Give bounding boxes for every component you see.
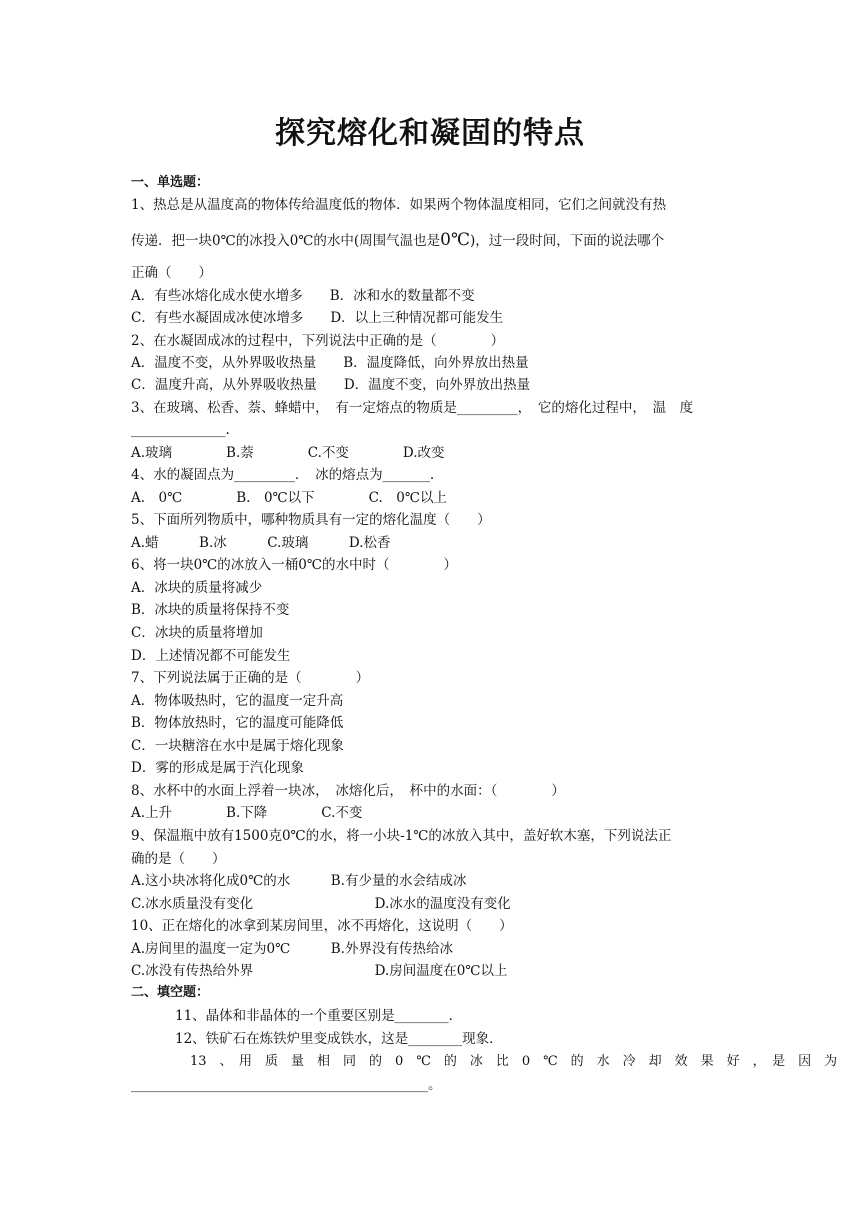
q4-stem: 4、水的凝固点为_________． 冰的熔点为_______. [131, 467, 435, 483]
q3-stem-line1: 3、在玻璃、松香、萘、蜂蜡中， 有一定熔点的物质是_________， 它的熔化过程中， 温 度 [131, 400, 694, 416]
q9-options-ab: A.这小块冰将化成0℃的水 B.有少量的水会结成冰 [131, 873, 467, 889]
q6-option-d: D．上述情况都不可能发生 [131, 648, 291, 664]
section-heading-single-choice: 一、单选题： [131, 175, 210, 190]
q1-stem-line3: 正确（ ） [131, 265, 212, 281]
q13-stem-line1: 13 、 用 质 量 相 同 的 0 ℃ 的 冰 比 0 ℃ 的 水 冷 却 效 果 好 ， 是 因 为 [190, 1054, 838, 1069]
q8-options: A.上升 B.下降 C.不变 [131, 805, 363, 821]
q13-stem-line2: ____________________________________________。 [131, 1077, 442, 1093]
q4-options: A. 0℃ B. 0℃以下 C. 0℃以上 [131, 490, 447, 506]
q6-option-b: B．冰块的质量将保持不变 [131, 602, 290, 618]
q7-option-d: D．雾的形成是属于汽化现象 [131, 760, 304, 776]
page-title: 探究熔化和凝固的特点 [275, 116, 585, 151]
q6-option-c: C．冰块的质量将增加 [131, 625, 263, 641]
q7-option-a: A．物体吸热时，它的温度一定升高 [131, 693, 344, 709]
q1-stem-line1: 1、热总是从温度高的物体传给温度低的物体．如果两个物体温度相同，它们之间就没有热 [131, 197, 667, 213]
q1-temperature: 0℃ [440, 230, 470, 250]
q2-options-cd: C．温度升高，从外界吸收热量 D．温度不变，向外界放出热量 [131, 377, 531, 393]
q3-options: A.玻璃 B.萘 C.不变 D.改变 [131, 445, 445, 461]
q2-options-ab: A．温度不变，从外界吸收热量 B．温度降低，向外界放出热量 [131, 355, 529, 371]
q10-options-cd: C.冰没有传热给外界 D.房间温度在0℃以上 [131, 963, 508, 979]
q1-options-ab: A．有些冰熔化成水使水增多 B．冰和水的数量都不变 [131, 288, 475, 304]
q9-options-cd: C.冰水质量没有变化 D.冰水的温度没有变化 [131, 896, 511, 912]
q9-stem-line1: 9、保温瓶中放有1500克0℃的水，将一小块-1℃的冰放入其中，盖好软木塞，下列说法正 [131, 828, 672, 844]
q8-stem: 8、水杯中的水面上浮着一块冰， 冰熔化后， 杯中的水面：（ ） [131, 783, 565, 799]
q5-stem: 5、下面所列物质中，哪种物质具有一定的熔化温度（ ） [131, 512, 491, 528]
q9-stem-line2: 确的是（ ） [131, 851, 226, 867]
q1-stem-line2: 传递．把一块0℃的冰投入0℃的水中(周围气温也是0℃)，过一段时间，下面的说法哪个 [131, 230, 665, 250]
q7-stem: 7、下列说法属于正确的是（ ） [131, 670, 370, 686]
q6-option-a: A．冰块的质量将减少 [131, 580, 263, 596]
q7-option-b: B．物体放热时，它的温度可能降低 [131, 715, 344, 731]
q10-stem: 10、正在熔化的冰拿到某房间里，冰不再熔化，这说明（ ） [131, 918, 513, 934]
q10-options-ab: A.房间里的温度一定为0℃ B.外界没有传热给冰 [131, 941, 453, 957]
q6-stem: 6、将一块0℃的冰放入一桶0℃的水中时（ ） [131, 557, 457, 573]
q7-option-c: C．一块糖溶在水中是属于熔化现象 [131, 738, 344, 754]
q11-stem: 11、晶体和非晶体的一个重要区别是________． [175, 1008, 463, 1024]
q3-stem-line2: ______________. [131, 422, 230, 438]
q12-stem: 12、铁矿石在炼铁炉里变成铁水，这是________现象． [175, 1031, 503, 1047]
q1-options-cd: C．有些水凝固成冰使冰增多 D．以上三种情况都可能发生 [131, 310, 504, 326]
section-heading-fill-in: 二、填空题： [131, 985, 210, 1000]
q5-options: A.蜡 B.冰 C.玻璃 D.松香 [131, 535, 391, 551]
q2-stem: 2、在水凝固成冰的过程中，下列说法中正确的是（ ） [131, 333, 505, 349]
